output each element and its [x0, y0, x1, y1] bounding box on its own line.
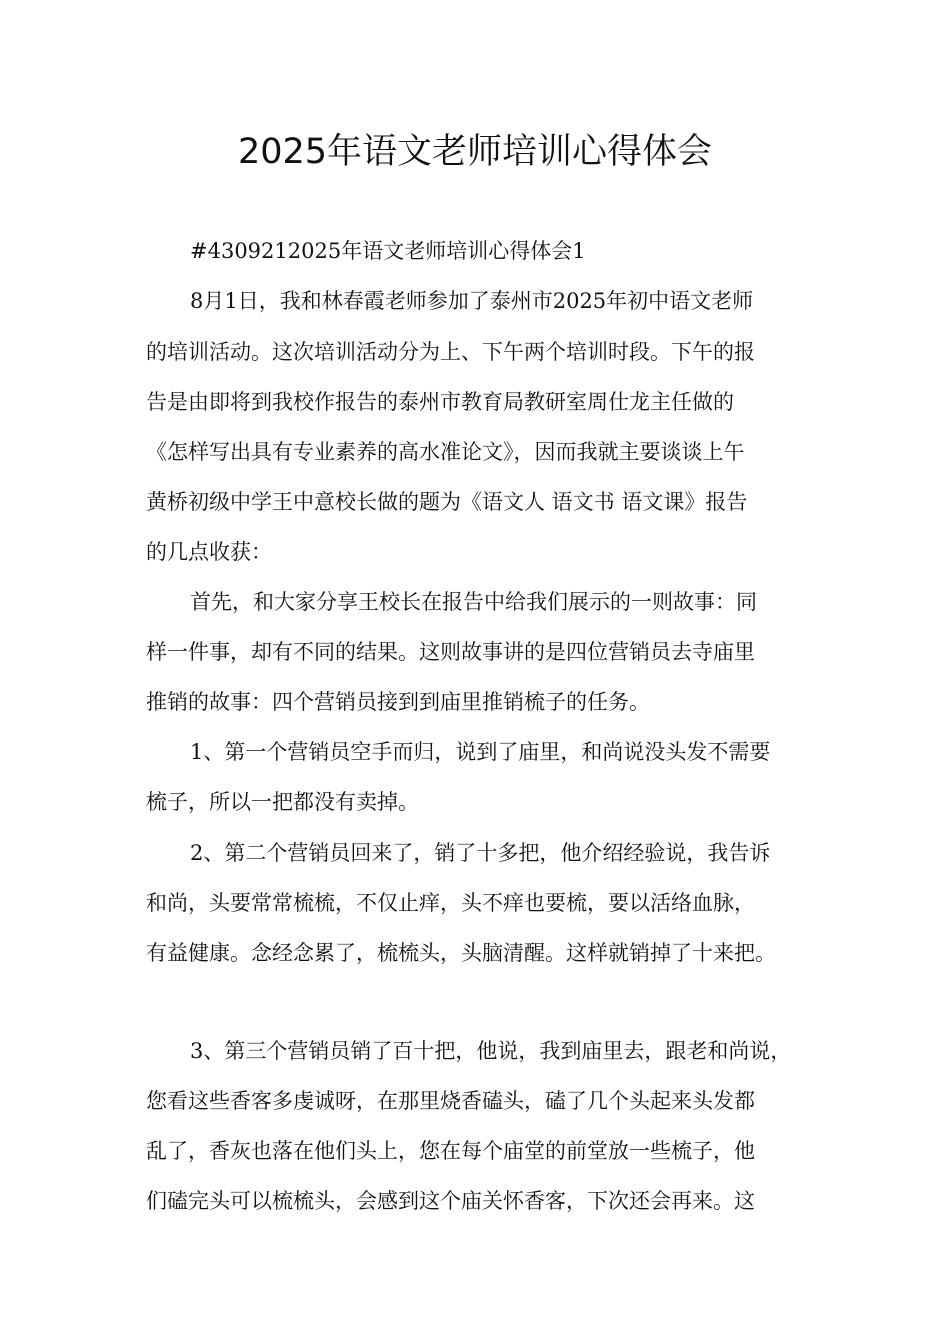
paragraph-line: 和尚，头要常常梳梳，不仅止痒，头不痒也要梳，要以活络血脉， [146, 891, 755, 915]
paragraph-line: 推销的故事：四个营销员接到到庙里推销梳子的任务。 [146, 690, 650, 714]
paragraph-line: 们磕完头可以梳梳头，会感到这个庙关怀香客，下次还会再来。这 [146, 1189, 755, 1213]
document-title: 2025年语文老师培训心得体会 [237, 132, 713, 172]
paragraph-line: 样一件事，却有不同的结果。这则故事讲的是四位营销员去寺庙里 [146, 640, 755, 664]
paragraph-line: 梳子，所以一把都没有卖掉。 [146, 790, 419, 814]
paragraph-line: 的几点收获： [146, 540, 272, 564]
paragraph-line: 您看这些香客多虔诚呀，在那里烧香磕头，磕了几个头起来头发都 [146, 1089, 755, 1113]
paragraph-line: 1、第一个营销员空手而归，说到了庙里，和尚说没头发不需要 [190, 740, 771, 764]
paragraph-line: 8月1日，我和林春霞老师参加了泰州市2025年初中语文老师 [190, 289, 754, 313]
paragraph-line: 《怎样写出具有专业素养的高水准论文》，因而我就主要谈谈上午 [146, 440, 745, 464]
paragraph-line: 有益健康。念经念累了，梳梳头，头脑清醒。这样就销掉了十来把。 [146, 941, 776, 965]
paragraph-line: 的培训活动。这次培训活动分为上、下午两个培训时段。下午的报 [146, 340, 755, 364]
section-heading: #4309212025年语文老师培训心得体会1 [190, 239, 586, 263]
paragraph-line: 3、第三个营销员销了百十把，他说，我到庙里去，跟老和尚说， [190, 1039, 792, 1063]
paragraph-line: 乱了，香灰也落在他们头上，您在每个庙堂的前堂放一些梳子，他 [146, 1139, 755, 1163]
paragraph-line: 2、第二个营销员回来了，销了十多把，他介绍经验说，我告诉 [190, 841, 771, 865]
paragraph-line: 告是由即将到我校作报告的泰州市教育局教研室周仕龙主任做的 [146, 390, 734, 414]
paragraph-line: 首先，和大家分享王校长在报告中给我们展示的一则故事：同 [190, 590, 757, 614]
paragraph-line: 黄桥初级中学王中意校长做的题为《语文人 语文书 语文课》报告 [146, 490, 748, 514]
